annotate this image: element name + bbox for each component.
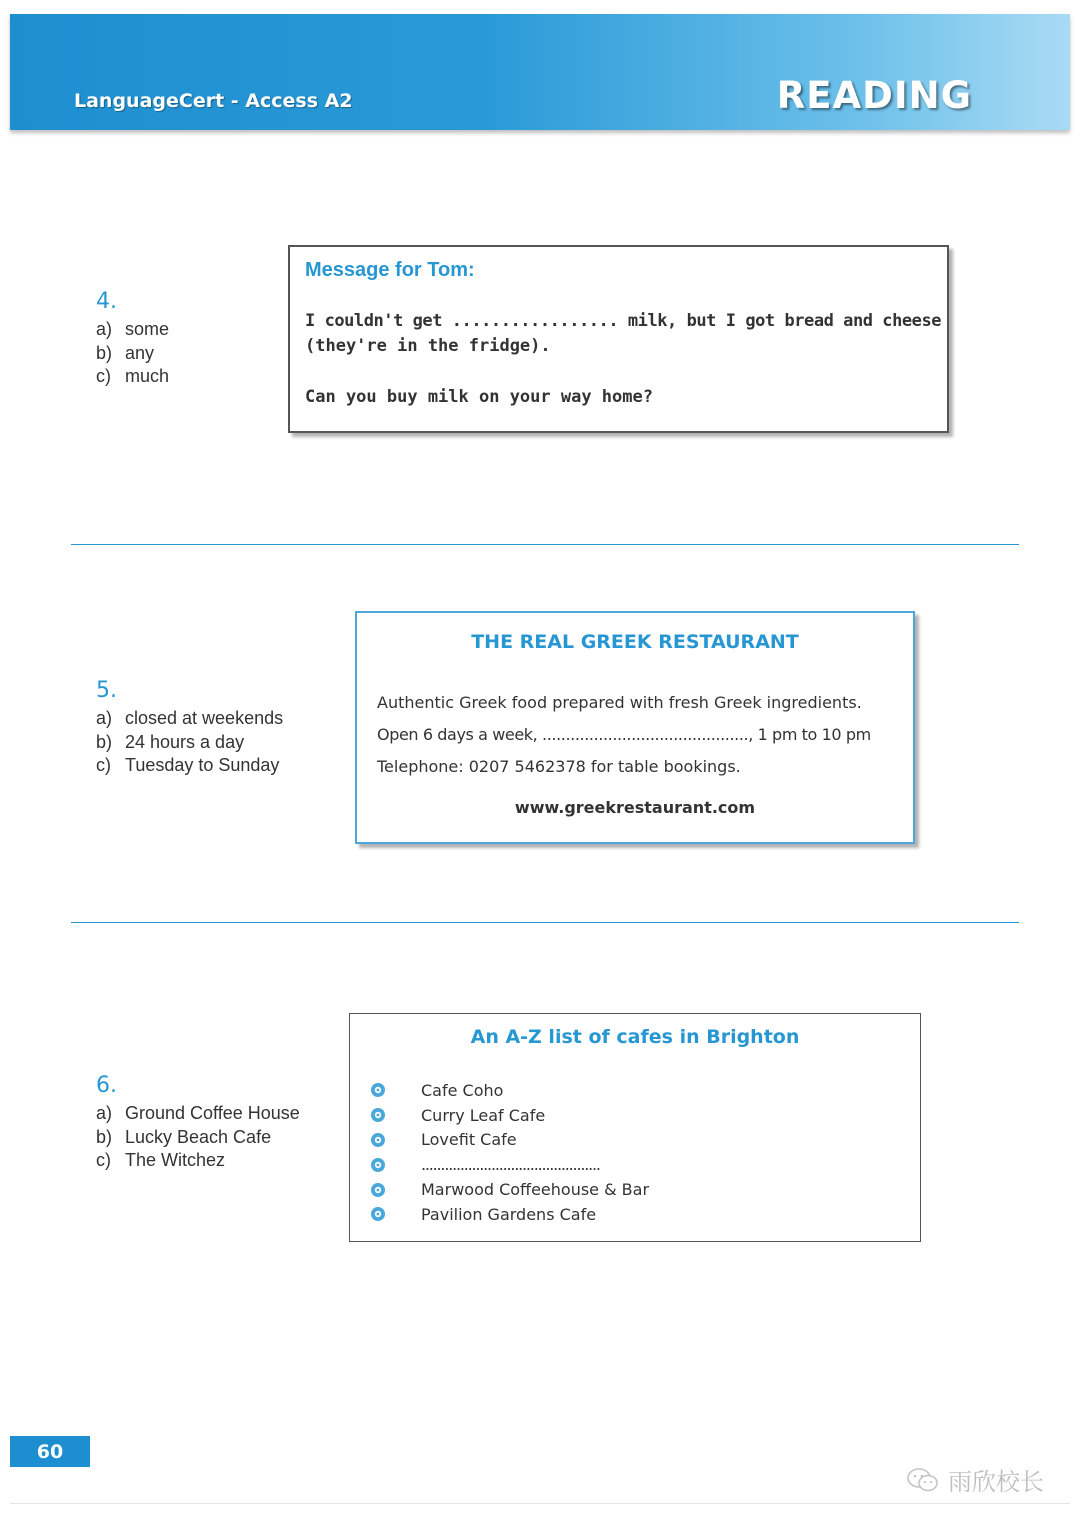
- bottom-rule: [10, 1503, 1070, 1504]
- option-a[interactable]: a) Ground Coffee House: [96, 1103, 300, 1123]
- question-options: [96, 1102, 300, 1173]
- restaurant-line: Telephone: 0207 5462378 for table bookings.: [377, 757, 741, 776]
- section-divider: [71, 922, 1019, 923]
- message-line: Can you buy milk on your way home?: [305, 387, 653, 407]
- section-divider: [71, 544, 1019, 545]
- option-b[interactable]: b) any: [96, 342, 155, 363]
- section-title: READING: [776, 74, 972, 117]
- question-number: 4.: [96, 289, 117, 314]
- option-c[interactable]: c) Tuesday to Sunday: [96, 755, 280, 775]
- flower-bullet-icon: [370, 1082, 386, 1098]
- watermark: [906, 1462, 1044, 1497]
- restaurant-box: [355, 611, 915, 844]
- list-item: Pavilion Gardens Cafe: [370, 1202, 649, 1227]
- cafe-list-box: [349, 1013, 921, 1242]
- question-number: 6.: [96, 1073, 117, 1098]
- message-box: [288, 245, 949, 433]
- cafe-list: [370, 1078, 649, 1227]
- flower-bullet-icon: [370, 1132, 386, 1148]
- list-item: Cafe Coho: [370, 1078, 649, 1103]
- restaurant-title: THE REAL GREEK RESTAURANT: [471, 631, 799, 653]
- flower-bullet-icon: [370, 1157, 386, 1173]
- question-options: [96, 318, 169, 389]
- list-item: Marwood Coffeehouse & Bar: [370, 1177, 649, 1202]
- wechat-icon: [906, 1467, 940, 1493]
- restaurant-line: Open 6 days a week, ............................................, 1 pm to 10 pm: [377, 725, 871, 744]
- option-a[interactable]: a) some: [96, 319, 170, 339]
- option-c[interactable]: c) The Witchez: [96, 1150, 226, 1170]
- list-item: Lovefit Cafe: [370, 1128, 649, 1153]
- restaurant-line: Authentic Greek food prepared with fresh Greek ingredients.: [377, 693, 862, 712]
- list-item: ..............................................: [370, 1152, 649, 1177]
- list-item: Curry Leaf Cafe: [370, 1103, 649, 1128]
- cafe-list-title: An A-Z list of cafes in Brighton: [470, 1026, 800, 1048]
- watermark-text: 雨欣校长: [948, 1468, 1044, 1496]
- option-b[interactable]: b) 24 hours a day: [96, 731, 245, 752]
- message-line: (they're in the fridge).: [305, 336, 551, 356]
- flower-bullet-icon: [370, 1206, 386, 1222]
- page-number: 60: [10, 1436, 90, 1467]
- series-title: LanguageCert - Access A2: [74, 90, 353, 112]
- message-line: I couldn't get ................. milk, but I got bread and cheese: [305, 311, 942, 331]
- message-title: Message for Tom:: [305, 259, 475, 281]
- flower-bullet-icon: [370, 1107, 386, 1123]
- option-b[interactable]: b) Lucky Beach Cafe: [96, 1126, 272, 1147]
- question-number: 5.: [96, 678, 117, 703]
- option-c[interactable]: c) much: [96, 366, 170, 386]
- restaurant-website: www.greekrestaurant.com: [514, 798, 756, 817]
- question-options: [96, 707, 283, 778]
- option-a[interactable]: a) closed at weekends: [96, 708, 284, 728]
- flower-bullet-icon: [370, 1182, 386, 1198]
